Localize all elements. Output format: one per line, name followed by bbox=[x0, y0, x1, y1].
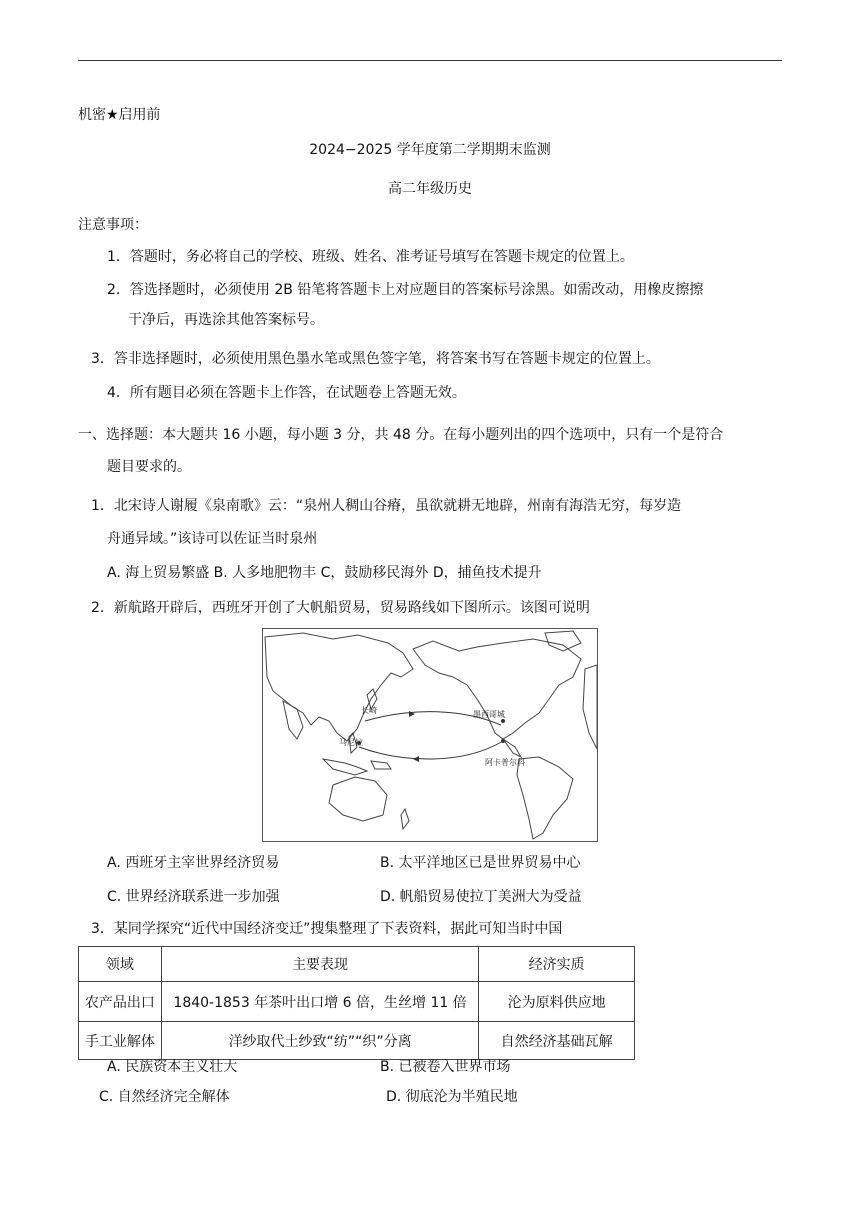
section-heading: 一、选择题：本大题共 16 小题，每小题 3 分，共 48 分。在每小题列出的四个选项中，只有一个是符合 bbox=[78, 427, 724, 443]
notice-heading: 注意事项： bbox=[78, 217, 148, 233]
question-3-option-c: C. 自然经济完全解体 bbox=[99, 1089, 230, 1105]
table-header-cell: 经济实质 bbox=[479, 947, 635, 982]
exam-title: 2024−2025 学年度第二学期期末监测 bbox=[309, 142, 551, 158]
question-1-stem: 1．北宋诗人谢履《泉南歌》云：“泉州人稠山谷瘠，虽欲就耕无地辟，州南有海浩无穷，每岁造 bbox=[91, 498, 682, 514]
question-1-options: A. 海上贸易繁盛 B. 人多地肥物丰 C，鼓励移民海外 D，捕鱼技术提升 bbox=[107, 565, 542, 581]
question-3-option-a: A. 民族资本主义壮大 bbox=[107, 1059, 238, 1075]
table-row bbox=[79, 982, 635, 1022]
table-cell: 1840-1853 年茶叶出口增 6 倍，生丝增 11 倍 bbox=[161, 982, 478, 1022]
section-heading-cont: 题目要求的。 bbox=[107, 459, 191, 475]
table-cell: 自然经济基础瓦解 bbox=[479, 1022, 635, 1060]
question-2-stem: 2．新航路开辟后，西班牙开创了大帆船贸易，贸易路线如下图所示。该图可说明 bbox=[91, 600, 590, 616]
economy-table bbox=[78, 946, 635, 1060]
map-label-manila: 马尼拉 bbox=[339, 738, 363, 747]
map-label-mexico-city: 墨西哥城 bbox=[473, 710, 505, 719]
table-cell: 手工业解体 bbox=[79, 1022, 162, 1060]
question-2-option-a: A. 西班牙主宰世界经济贸易 bbox=[107, 855, 280, 871]
galleon-trade-map bbox=[262, 628, 598, 842]
subject-title: 高二年级历史 bbox=[388, 181, 472, 197]
table-row bbox=[79, 1022, 635, 1060]
confidential-mark: 机密★启用前 bbox=[78, 107, 161, 123]
question-3-stem: 3．某同学探究“近代中国经济变迁”搜集整理了下表资料，据此可知当时中国 bbox=[91, 921, 563, 937]
table-header-row bbox=[79, 947, 635, 982]
notice-item: 4．所有题目必须在答题卡上作答，在试题卷上答题无效。 bbox=[107, 385, 466, 401]
question-2-option-d: D. 帆船贸易使拉丁美洲大为受益 bbox=[380, 889, 582, 905]
question-2-option-c: C. 世界经济联系进一步加强 bbox=[107, 889, 280, 905]
question-3-option-d: D. 彻底沦为半殖民地 bbox=[386, 1089, 518, 1105]
header-rule bbox=[78, 60, 782, 61]
world-map-figure bbox=[263, 629, 597, 841]
map-label-japan: 长崎 bbox=[361, 706, 377, 715]
notice-item: 2．答选择题时，必须使用 2B 铅笔将答题卡上对应题目的答案标号涂黑。如需改动，用橡皮擦擦 bbox=[107, 282, 704, 298]
table-header-cell: 主要表现 bbox=[161, 947, 478, 982]
notice-item: 3．答非选择题时，必须使用黑色墨水笔或黑色签字笔，将答案书写在答题卡规定的位置上。 bbox=[91, 351, 660, 367]
question-3-option-b: B. 已被卷入世界市场 bbox=[380, 1059, 511, 1075]
table-cell: 沦为原料供应地 bbox=[479, 982, 635, 1022]
question-2-option-b: B. 太平洋地区已是世界贸易中心 bbox=[380, 855, 581, 871]
table-header-cell: 领域 bbox=[79, 947, 162, 982]
map-label-acapulco: 阿卡普尔科 bbox=[485, 758, 525, 767]
notice-item: 干净后，再选涂其他答案标号。 bbox=[128, 312, 324, 328]
table-cell: 洋纱取代土纱致“纺”“织”分离 bbox=[161, 1022, 478, 1060]
notice-item: 1．答题时，务必将自己的学校、班级、姓名、准考证号填写在答题卡规定的位置上。 bbox=[107, 249, 634, 265]
table-cell: 农产品出口 bbox=[79, 982, 162, 1022]
question-1-stem-cont: 舟通异域。”该诗可以佐证当时泉州 bbox=[107, 531, 318, 547]
